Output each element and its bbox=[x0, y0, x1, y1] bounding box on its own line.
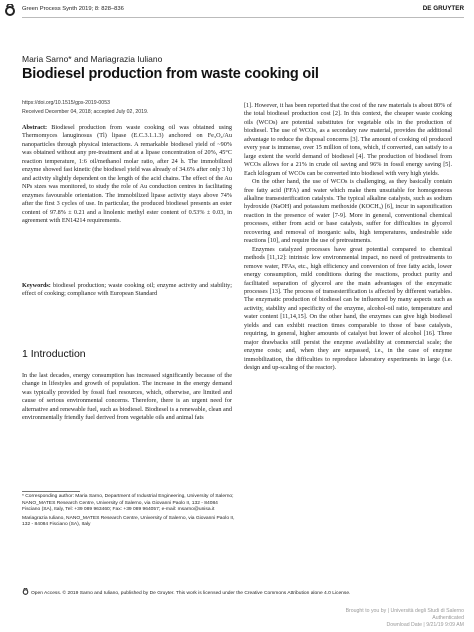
keywords-label: Keywords: bbox=[22, 282, 51, 289]
open-access-icon bbox=[22, 588, 29, 595]
header-rule bbox=[22, 17, 464, 18]
journal-citation: Green Process Synth 2019; 8: 828–836 bbox=[22, 6, 124, 12]
keywords bbox=[22, 282, 232, 299]
keywords-text: biodiesel production; waste cooking oil; enzyme activity and stability; effect of cooking; compliance with European Standard bbox=[22, 282, 232, 298]
paragraph: In the last decades, energy consumption has increased significantly because of the change in lifestyles and growth of population. The increase in the energy demand was typically provided by fossil fuel resources, which, otherwise, are limited and cause of serious environmental concerns. Therefore, there is an urgent need for alternative and renewable fuel, such as biodiesel. Biodiesel is a renewable, clean and environmentally friendly fuel derived from vegetable oils and animal fats bbox=[22, 372, 232, 422]
page-header bbox=[0, 0, 474, 22]
received-date: Received December 04, 2018; accepted July 02, 2019. bbox=[22, 109, 149, 115]
abstract bbox=[22, 124, 232, 225]
open-access-notice bbox=[22, 588, 474, 598]
section-heading: 1 Introduction bbox=[22, 348, 86, 360]
download-info bbox=[346, 608, 464, 630]
author-list: Maria Sarno* and Mariagrazia Iuliano bbox=[22, 54, 163, 64]
paragraph: Enzymes catalyzed processes have great potential compared to chemical methods [11,12]: intrinsic low environmental impact, no need of pretreatments to remove water, FFAs, etc., high efficiency and conversion of free fatty acids, lower energy consumption, mild conditions during the reactions, product purity and facilitated separation of glycerol are the main advantages of the enzymatic processes [13]. The process of transesterification is affected by different variables. The enzymatic production of biodiesel can be influenced by many aspects such as activity, stability and specificity of the enzyme, alcohol-oil ratio, temperature and water content [11,14,15]. On the other hand, the enzymes can give high biodiesel yields and can exhibit reaction times comparable to those of base catalysts, requiring, in general, higher amounts of catalyst but lower of alcohol [16]. Three major drawbacks still persist the enzyme availability at commercial scale; the enzyme costs; and, when they are surpassed, i.e., in the case of enzyme immobilization, the difficulties to reproduce laboratory experiments in large (i.e. design and up-scaling of the reactor). bbox=[244, 245, 452, 372]
abstract-label: Abstract: bbox=[22, 124, 48, 131]
open-access-logo-icon bbox=[4, 4, 16, 16]
download-date: Download Date | 9/21/19 9:09 AM bbox=[386, 622, 464, 629]
footnotes bbox=[22, 494, 236, 531]
authenticated-label: Authenticated bbox=[432, 615, 464, 622]
doi-link[interactable]: https://doi.org/10.1515/gps-2019-0053 bbox=[22, 100, 110, 106]
right-column bbox=[244, 102, 452, 373]
paragraph: [1]. However, it has been reported that the cost of the raw materials is about 80% of the total biodiesel production cost [2]. In this context, the cheaper waste cooking oils (WCOs) are potential substitutes for vegetable oils in the production of biodiesel. The use of WCOs, as a secondary raw material, provides the additional advantage to reduce the disposal concerns [3]. The amount of cooking oil produced every year is immense, over 15 million of tons, which, if converted, can satisfy to a large extent the world demand of biodiesel [4]. The production of biodiesel from WCOs allows for a 21% in crude oil saving and 96% in fossil energy saving [5]. Each kilogram of WCOs can be converted into biodiesel with very high yields. bbox=[244, 102, 452, 177]
second-author-note: Mariagrazia Iuliano, NANO_MATES Research Centre, University of Salerno, via Giovanni Paolo II, 132 - 84084 Fisciano (SA), Italy bbox=[22, 515, 235, 528]
brought-to-you-by: Brought to you by | Università degli Studi di Salerno bbox=[345, 608, 464, 614]
paragraph: On the other hand, the use of WCOs is challenging, as they basically contain free fatty acid (FFA) and water which make them unsuitable for homogeneous alkaline transesterification catalysis. The typical alkaline catalysts, such as sodium hydroxide (NaOH) and potassium methoxide (KOCH₃) [6], incur in saponification reaction in the presence of water [7-9]. More in general, conventional chemical processes, either from acid or base catalysts, suffer for difficulties in glycerol recovering and removal of inorganic salts, high temperatures, undesirable side reactions [10], and require the use of pretreatments. bbox=[244, 178, 452, 245]
footnote-separator bbox=[22, 491, 80, 492]
publisher-name: DE GRUYTER bbox=[422, 5, 464, 12]
open-access-text: Open Access. © 2019 Sarno and Iuliano, published by De Gruyter. This work is licensed under the Creative Commons Attribution alone 4.0 License. bbox=[31, 591, 351, 596]
corresponding-author-note: * Corresponding author: Maria Sarno, Department of Industrial Engineering, University of Salerno; NANO_MATES Research Centre, University of Salerno, via Giovanni Paolo II, 132 - 84084 Fisciano (SA), Italy, Tel: +39 089 963460; Fax: +39 089 964057; e-mail: msarno@unisa.it bbox=[22, 494, 234, 513]
article-title: Biodiesel production from waste cooking oil bbox=[22, 66, 319, 82]
abstract-text: Biodiesel production from waste cooking oil was obtained using Thermomyces lanuginosus (Tl) lipase (E.C.3.1.1.3) anchored on Fe₃O₄/Au nanoparticles through physical interactions. A remarkable biodiesel yield of ~90% was obtained without any pre-treatment and at a lipase concentration of 20%, 45°C reaction temperature, 1:6 oil/methanol molar ratio, after 24 h. The immobilized enzyme showed fast kinetic (the biodiesel yield was already of 34.6% after only 3 h) and activity slightly dependent on the length of the acid chains. The effect of the Au NPs sizes was monitored, to study the role of Au conduction centres in facilitating enzymes favourable orientation. The immobilized lipase activity stays above 74% after the first 3 cycles of use. In particular, the produced biodiesel presents an ester content of 97.8% ± 0.21 and a linolenic methyl ester content of 0.53% ± 0.03, in agreement with EN14214 requirements. bbox=[22, 124, 232, 224]
introduction-text bbox=[22, 372, 232, 423]
